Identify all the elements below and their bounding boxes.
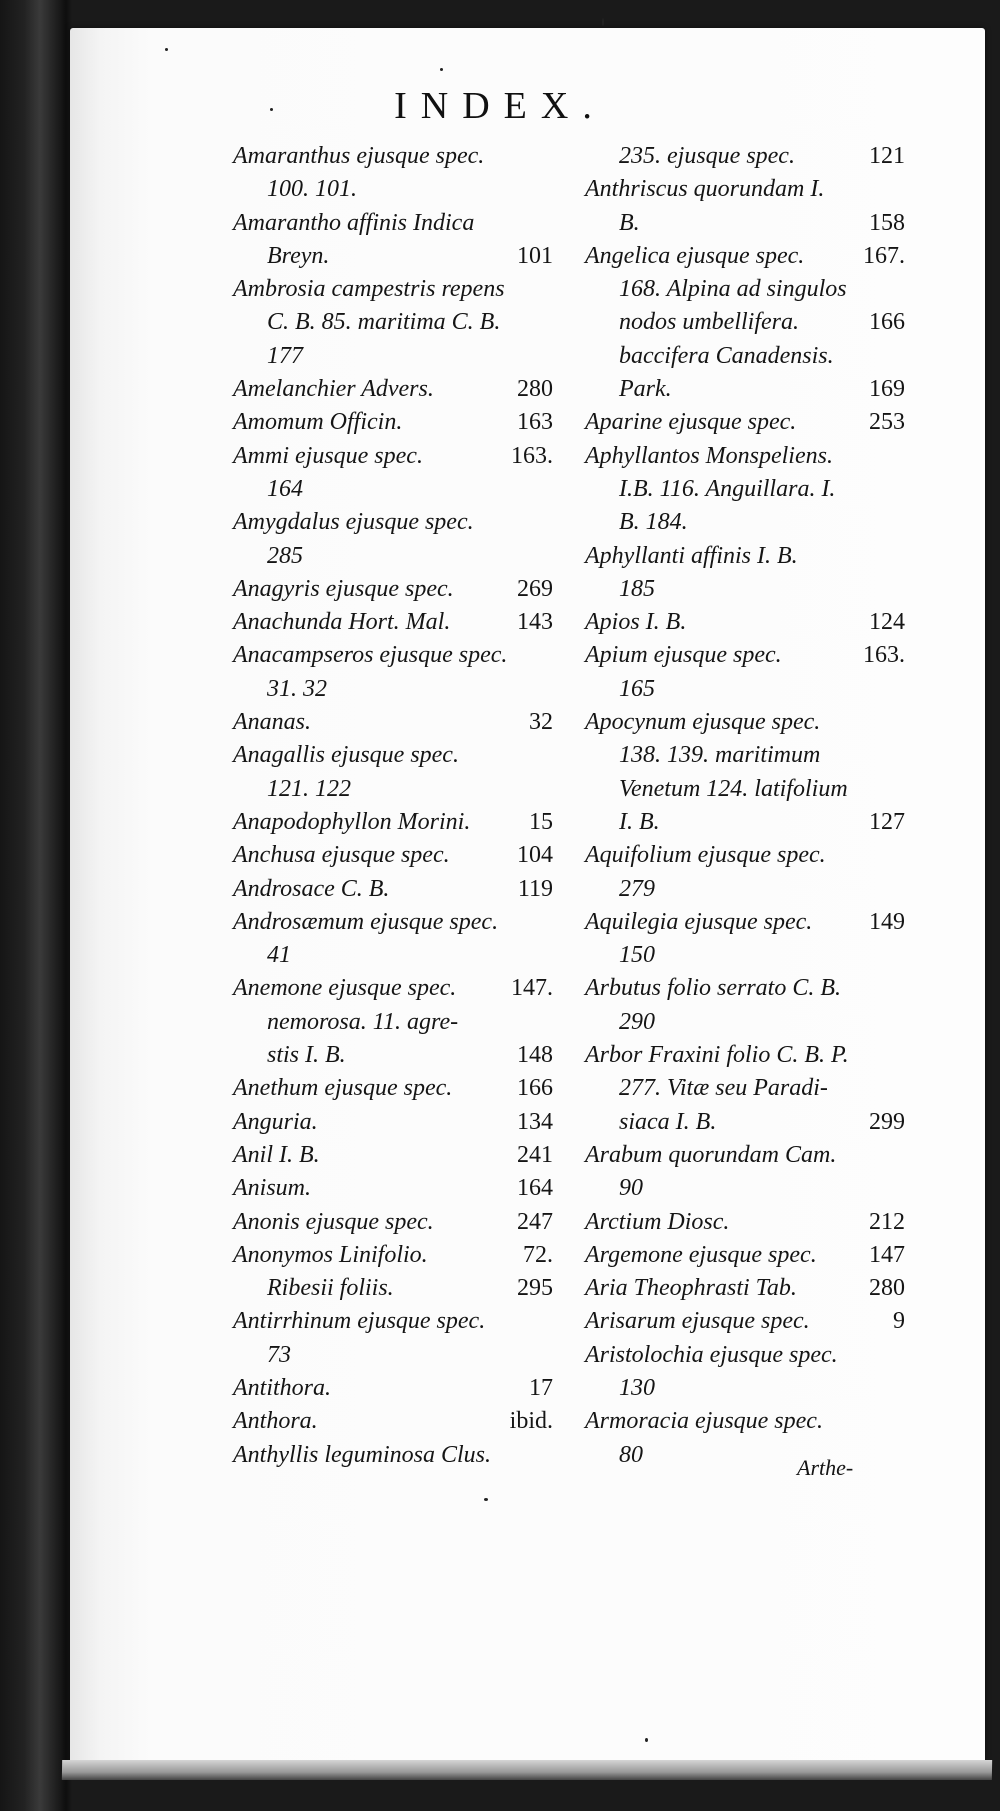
entry-text: Anil I. B. — [233, 1141, 320, 1168]
entry-text: Aphyllanti affinis I. B. — [585, 542, 798, 569]
entry-text: 150 — [619, 942, 655, 969]
entry-text: Anapodophyllon Morini. — [233, 808, 471, 835]
index-column-left — [233, 140, 553, 1472]
index-entry — [585, 606, 905, 639]
page-number: 166 — [517, 1075, 553, 1102]
index-entry — [585, 873, 905, 906]
index-entry — [233, 739, 553, 772]
entry-text: Aphyllantos Monspeliens. — [585, 442, 833, 469]
index-entry — [585, 1039, 905, 1072]
entry-text: Antithora. — [233, 1374, 332, 1401]
ink-speck — [602, 18, 604, 26]
entry-text: Argemone ejusque spec. — [585, 1241, 817, 1268]
page-number: 166 — [869, 309, 905, 336]
entry-text: B. — [619, 209, 640, 236]
entry-text: 285 — [267, 542, 303, 569]
entry-text: 185 — [619, 575, 655, 602]
entry-text: Park. — [619, 376, 672, 403]
index-entry — [233, 673, 553, 706]
index-entry — [233, 1139, 553, 1172]
entry-text: Amarantho affinis Indica — [233, 209, 475, 236]
index-entry — [585, 806, 905, 839]
index-entry — [233, 440, 553, 473]
page-number: 299 — [869, 1108, 905, 1135]
index-entry — [233, 140, 553, 173]
index-entry — [585, 1139, 905, 1172]
entry-text: Venetum 124. latifolium — [619, 775, 848, 802]
page-number: 124 — [869, 609, 905, 636]
index-entry — [233, 1372, 553, 1405]
page-number: 148 — [517, 1042, 553, 1069]
page-number: 104 — [517, 842, 553, 869]
index-entry — [233, 839, 553, 872]
entry-text: Aquifolium ejusque spec. — [585, 842, 826, 869]
page-number: 167. — [863, 242, 905, 269]
index-entry — [233, 1439, 553, 1472]
index-entry — [585, 773, 905, 806]
index-entry — [585, 1239, 905, 1272]
entry-text: Anonymos Linifolio. — [233, 1241, 428, 1268]
entry-text: Amaranthus ejusque spec. — [233, 143, 485, 169]
entry-text: 31. 32 — [267, 675, 327, 702]
index-entry — [585, 706, 905, 739]
entry-text: Anguria. — [233, 1108, 318, 1135]
index-entry — [585, 906, 905, 939]
entry-text: Antirrhinum ejusque spec. — [233, 1308, 486, 1335]
index-entry — [233, 773, 553, 806]
index-entry — [585, 273, 905, 306]
index-entry — [585, 440, 905, 473]
index-entry — [233, 173, 553, 206]
index-entry — [585, 1439, 905, 1472]
entry-text: 80 — [619, 1441, 643, 1468]
entry-text: nemorosa. 11. agre- — [267, 1008, 459, 1035]
entry-text: 41 — [267, 942, 291, 969]
entry-text: Arbutus folio serrato C. B. — [585, 975, 842, 1002]
page-number: 134 — [517, 1108, 553, 1135]
page-number: 121 — [869, 143, 905, 169]
index-entry — [233, 906, 553, 939]
entry-text: Anonis ejusque spec. — [233, 1208, 434, 1235]
entry-text: Apios I. B. — [585, 609, 687, 636]
index-entry — [233, 340, 553, 373]
index-entry — [585, 1206, 905, 1239]
index-entry — [585, 540, 905, 573]
index-entry — [585, 173, 905, 206]
index-entry — [585, 972, 905, 1005]
index-entry — [233, 1072, 553, 1105]
page-number: 163. — [511, 442, 553, 469]
page-number: 147. — [511, 975, 553, 1002]
index-entry — [233, 373, 553, 406]
index-entry — [233, 1106, 553, 1139]
index-entry — [233, 873, 553, 906]
entry-text: Androsace C. B. — [233, 875, 390, 902]
page-number: 280 — [517, 376, 553, 403]
entry-text: Aparine ejusque spec. — [585, 409, 797, 436]
index-entry — [585, 1172, 905, 1205]
entry-text: baccifera Canadensis. — [619, 342, 834, 369]
entry-text: Anagallis ejusque spec. — [233, 742, 459, 769]
page-title: INDEX. — [394, 85, 606, 127]
page-number: 295 — [517, 1275, 553, 1302]
page-number: 169 — [869, 376, 905, 403]
entry-text: 121. 122 — [267, 775, 351, 802]
entry-text: Anthora. — [233, 1408, 318, 1435]
index-entry — [585, 1305, 905, 1338]
entry-text: Angelica ejusque spec. — [585, 242, 805, 269]
entry-text: Ambrosia campestris repens — [233, 276, 505, 303]
entry-text: 130 — [619, 1374, 655, 1401]
entry-text: 138. 139. maritimum — [619, 742, 821, 769]
index-entry — [585, 739, 905, 772]
page-number: 32 — [529, 709, 553, 736]
ink-speck — [484, 1498, 488, 1501]
index-entry — [233, 540, 553, 573]
index-entry — [233, 1006, 553, 1039]
page-number: 163. — [863, 642, 905, 669]
entry-text: nodos umbellifera. — [619, 309, 799, 336]
page-number: 17 — [529, 1374, 553, 1401]
entry-text: 100. 101. — [267, 176, 357, 203]
index-entry — [585, 1405, 905, 1438]
page-number: 149 — [869, 908, 905, 935]
entry-text: siaca I. B. — [619, 1108, 717, 1135]
index-entry — [233, 639, 553, 672]
entry-text: Armoracia ejusque spec. — [585, 1408, 823, 1435]
index-entry — [233, 506, 553, 539]
index-entry — [233, 207, 553, 240]
index-entry — [233, 1305, 553, 1338]
index-entry — [233, 939, 553, 972]
index-entry — [233, 473, 553, 506]
entry-text: 290 — [619, 1008, 655, 1035]
entry-text: Breyn. — [267, 242, 330, 269]
index-entry — [585, 1272, 905, 1305]
entry-text: Arbor Fraxini folio C. B. P. — [585, 1042, 849, 1069]
entry-text: Anagyris ejusque spec. — [233, 575, 454, 602]
index-entry — [585, 207, 905, 240]
entry-text: Apocynum ejusque spec. — [585, 709, 821, 736]
index-entry — [585, 473, 905, 506]
entry-text: B. 184. — [619, 509, 688, 536]
index-entry — [233, 806, 553, 839]
page-number: 158 — [869, 209, 905, 236]
entry-text: Ammi ejusque spec. — [233, 442, 423, 469]
entry-text: Anthriscus quorundam I. — [585, 176, 825, 203]
entry-text: Anisum. — [233, 1175, 311, 1202]
index-entry — [233, 706, 553, 739]
index-entry — [585, 839, 905, 872]
index-entry — [233, 306, 553, 339]
page-number: 247 — [517, 1208, 553, 1235]
index-entry — [585, 1106, 905, 1139]
page-number: 280 — [869, 1275, 905, 1302]
page-number: 119 — [517, 875, 553, 902]
entry-text: 279 — [619, 875, 655, 902]
index-entry — [585, 406, 905, 439]
entry-text: Anemone ejusque spec. — [233, 975, 457, 1002]
page-number: 101 — [517, 242, 553, 269]
entry-text: Arisarum ejusque spec. — [585, 1308, 810, 1335]
entry-text: Amelanchier Advers. — [233, 376, 434, 403]
entry-text: 90 — [619, 1175, 643, 1202]
catchword: Arthe- — [797, 1455, 854, 1480]
ink-speck — [645, 1738, 648, 1742]
index-entry — [233, 1172, 553, 1205]
index-entry — [585, 240, 905, 273]
entry-text: I. B. — [619, 808, 660, 835]
page-number: 164 — [517, 1175, 553, 1202]
index-entry — [233, 972, 553, 1005]
index-entry — [585, 573, 905, 606]
entry-text: Ananas. — [233, 709, 311, 736]
entry-text: Amygdalus ejusque spec. — [233, 509, 474, 536]
entry-text: Arctium Diosc. — [585, 1208, 730, 1235]
entry-text: Anchusa ejusque spec. — [233, 842, 450, 869]
entry-text: Aquilegia ejusque spec. — [585, 908, 813, 935]
index-entry — [233, 1405, 553, 1438]
index-entry — [233, 406, 553, 439]
entry-text: stis I. B. — [267, 1042, 346, 1069]
index-entry — [585, 639, 905, 672]
page-number: 163 — [517, 409, 553, 436]
entry-text: Aria Theophrasti Tab. — [585, 1275, 797, 1302]
entry-text: 177 — [267, 342, 303, 369]
page-number: 15 — [529, 808, 553, 835]
entry-text: Anethum ejusque spec. — [233, 1075, 453, 1102]
index-entry — [585, 1372, 905, 1405]
index-entry — [233, 1039, 553, 1072]
page-edge — [62, 1760, 992, 1780]
page-number: 253 — [869, 409, 905, 436]
index-entry — [233, 1239, 553, 1272]
entry-text: Anacampseros ejusque spec. — [233, 642, 508, 669]
index-entry — [233, 1206, 553, 1239]
page-number: 143 — [517, 609, 553, 636]
index-entry — [585, 373, 905, 406]
ink-speck — [165, 48, 168, 51]
index-entry — [233, 1272, 553, 1305]
page-number: 241 — [517, 1141, 553, 1168]
index-entry — [585, 673, 905, 706]
entry-text: 165 — [619, 675, 655, 702]
entry-text: Apium ejusque spec. — [585, 642, 782, 669]
index-entry — [585, 506, 905, 539]
entry-text: Ribesii foliis. — [267, 1275, 394, 1302]
entry-text: 235. ejusque spec. — [619, 143, 795, 169]
entry-text: I.B. 116. Anguillara. I. — [619, 475, 836, 502]
entry-text: 164 — [267, 475, 303, 502]
ink-speck — [440, 68, 443, 71]
index-entry — [585, 939, 905, 972]
index-entry — [233, 606, 553, 639]
entry-text: C. B. 85. maritima C. B. — [267, 309, 501, 336]
entry-text: Amomum Officin. — [233, 409, 403, 436]
index-entry — [585, 340, 905, 373]
index-entry — [233, 1339, 553, 1372]
page-number: 212 — [869, 1208, 905, 1235]
entry-text: Aristolochia ejusque spec. — [585, 1341, 838, 1368]
entry-text: Anachunda Hort. Mal. — [233, 609, 451, 636]
entry-text: Anthyllis leguminosa Clus. — [233, 1441, 491, 1468]
index-entry — [233, 240, 553, 273]
index-entry — [233, 573, 553, 606]
index-entry — [585, 140, 905, 173]
entry-text: 277. Vitæ seu Paradi- — [619, 1075, 828, 1102]
index-entry — [585, 1339, 905, 1372]
index-entry — [585, 306, 905, 339]
page-number: 72. — [523, 1241, 553, 1268]
entry-text: 73 — [267, 1341, 291, 1368]
entry-text: Arabum quorundam Cam. — [585, 1141, 837, 1168]
page-number: 269 — [517, 575, 553, 602]
entry-text: Androsæmum ejusque spec. — [233, 908, 499, 935]
page-number: 147 — [869, 1241, 905, 1268]
index-entry — [585, 1072, 905, 1105]
index-column-right — [585, 140, 905, 1472]
index-entry — [233, 273, 553, 306]
page-number: 127 — [869, 808, 905, 835]
index-entry — [585, 1006, 905, 1039]
page-number: 9 — [893, 1308, 905, 1335]
entry-text: 168. Alpina ad singulos — [619, 276, 847, 303]
page-number: ibid. — [509, 1408, 553, 1435]
